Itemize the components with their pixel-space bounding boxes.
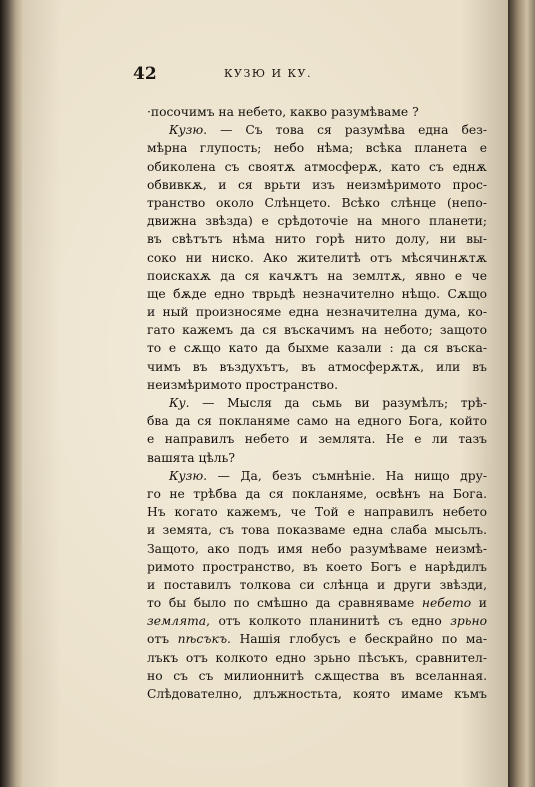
text-line [147,212,487,230]
text-line [147,430,487,448]
italic-word: небето [421,596,472,611]
line-text: и [471,596,487,611]
line-text: мѣрна глупость; небо нѣма; всѣка планета е [147,141,487,156]
line-text: отъ [147,632,178,647]
text-line [147,103,487,121]
line-text: римото пространство, въ което Богъ е нарѣдилъ [147,559,487,574]
line-text: бва да ся покланяме само на едного Бога, който [147,414,487,429]
line-text: въ свѣтътъ нѣма нито горѣ нито долу, ни вы- [147,232,487,247]
speaker-name: Ку. [169,396,190,410]
line-text: ·посочимъ на небето, какво разумѣваме ? [147,105,419,119]
line-text: Нъ когато кажемъ, че Той е направилъ небето [147,505,487,520]
line-text: транство около Слѣнцето. Всѣко слѣнце (непо- [147,195,487,210]
line-text: , отъ колкото планинитѣ съ едно [206,614,451,629]
line-text: и ный произносяме една незначителна дума, ко- [147,305,487,320]
page-header [133,64,403,90]
line-text: соко ни ниско. Ако жителитѣ отъ мѣсячинѫтѫ [147,250,487,265]
text-line [147,685,487,703]
text-line [147,230,487,248]
body-text [147,103,487,703]
book-gutter [508,0,535,787]
text-line [147,158,487,176]
text-line [147,612,487,630]
text-line [147,303,487,321]
speaker-name: Кузю. [169,468,208,483]
text-line [147,176,487,194]
text-line [147,503,487,521]
text-line [147,339,487,357]
line-text: но съ съ милионнитѣ сѫщества въ вселанная. [147,668,487,683]
line-text: обиколена съ своятѫ атмосферѫ, като съ еднѫ [147,159,487,174]
line-text: движна звѣзда) е срѣдоточіе на много планети; [147,214,487,229]
line-text: — Съ това ся разумѣва една без- [207,123,487,138]
line-text: — Мысля да сьмь ви разумѣлъ; трѣ- [189,396,487,410]
text-line [147,667,487,685]
line-text: е направилъ небето и землята. Не е ли тазъ [147,432,487,447]
text-line [147,485,487,503]
text-line [147,412,487,430]
line-text: и поставилъ толкова си слѣнца и други звѣзди, [147,577,487,592]
line-text: чимъ въ въздухътъ, въ атмосферѫтѫ, или въ [147,359,487,374]
text-line [147,467,487,485]
line-text: го не трѣбва да ся покланяме, освѣнъ на Бога. [147,486,487,501]
line-text: Слѣдователно, длъжностьта, която имаме къмъ [147,687,487,701]
line-text: то е сѫщо като да быхме казали : да ся въска- [147,341,487,356]
speaker-name: Кузю. [169,123,208,138]
line-text: гато кажемъ да ся въскачимъ на небото; защото [147,323,487,338]
line-text: то бы было по смѣшно да сравняваме [147,596,422,611]
text-line [147,121,487,139]
text-line [147,358,487,376]
text-line [147,558,487,576]
line-text: поискахѫ да ся качѫтъ на землтѫ, явно е че [147,268,487,283]
text-line [147,394,487,412]
text-line [147,376,487,394]
text-line [147,594,487,612]
text-line [147,249,487,267]
text-line [147,576,487,594]
line-text: вашята цѣль? [147,450,235,465]
italic-word: зрьно [450,614,487,629]
line-text: неизмѣримото пространство. [147,377,338,392]
italic-word: пѣсъкъ [177,632,228,647]
line-text: и земята, съ това показваме една слаба мысьлъ. [147,523,487,538]
italic-word: землята [147,614,207,629]
text-line [147,521,487,539]
page-number: 42 [133,64,157,84]
line-text: ще бѫде едно тврьдѣ незначително нѣщо. Сѫщо [147,286,487,301]
line-text: — Да, безъ съмнѣніе. На нищо дру- [207,468,487,483]
text-line [147,139,487,157]
text-line [147,449,487,467]
text-line [147,285,487,303]
text-line [147,540,487,558]
text-line [147,194,487,212]
line-text: Защото, ако подъ имя небо разумѣваме неизмѣ- [147,541,487,556]
line-text: обвивкѫ, и ся врьти изъ неизмѣримото прос- [147,177,487,192]
text-line [147,267,487,285]
text-line [147,649,487,667]
text-line [147,630,487,648]
running-head: КУЗЮ И КУ. [224,67,312,80]
line-text: . Нашія глобусъ е бескрайно по ма- [227,632,487,647]
line-text: лъкъ отъ колкото едно зрьно пѣсъкъ, сравнител- [147,650,487,665]
text-line [147,321,487,339]
